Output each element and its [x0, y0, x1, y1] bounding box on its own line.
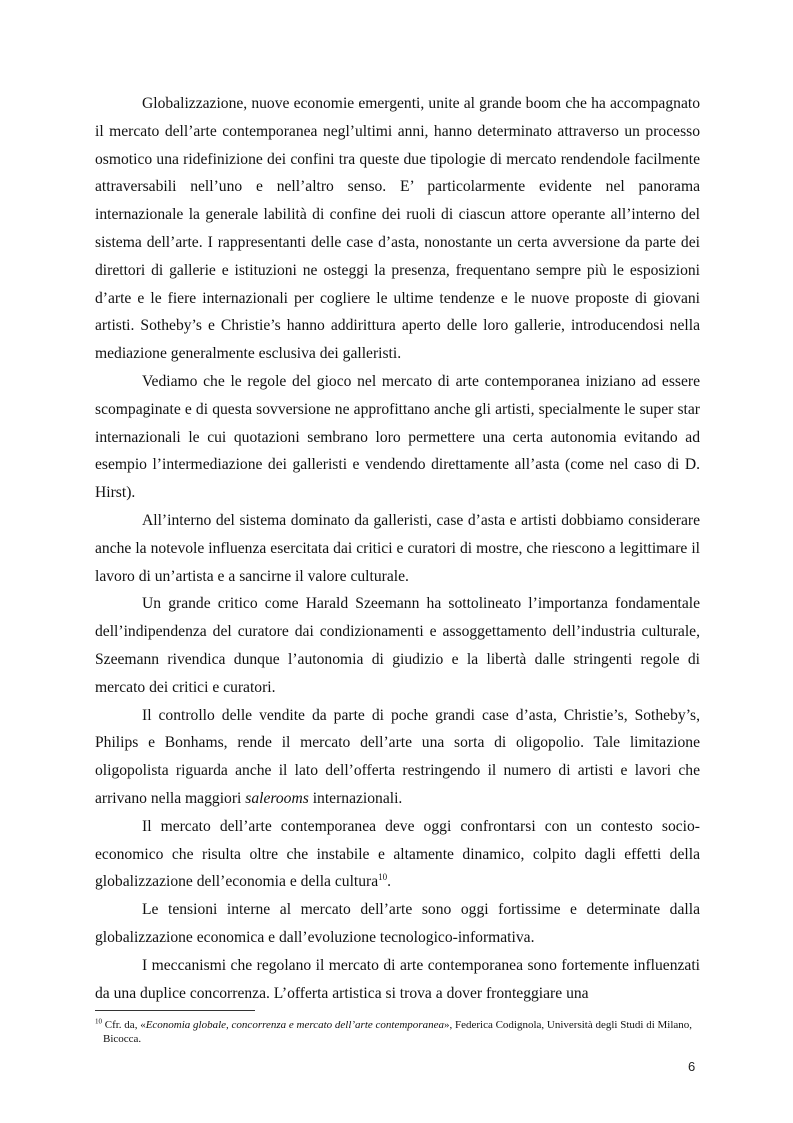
- footnote-reference[interactable]: 10: [378, 872, 388, 883]
- paragraph-5-text: Il controllo delle vendite da parte di poche grandi case d’asta, Christie’s, Sotheby’s, Philips e Bonhams, rende il mercato dell’arte una sorta di oligopolio. Tale limitazione oligopolista riguarda anche il lato dell’offerta restringendo il numero di artisti e lavori che arrivano nella maggiori: [95, 706, 700, 807]
- footnote-prefix: Cfr. da, «: [102, 1019, 146, 1031]
- footnote-separator: [95, 1010, 255, 1011]
- paragraph-5: [95, 702, 700, 813]
- paragraph-7: Le tensioni interne al mercato dell’arte sono oggi fortissime e determinate dalla globalizzazione economica e dall’evoluzione tecnologico-informativa.: [95, 901, 700, 946]
- paragraph-6: [95, 813, 700, 896]
- paragraph-5-tail: internazionali.: [308, 789, 403, 807]
- page-number: 6: [688, 1059, 696, 1074]
- footnote-title: Economia globale, concorrenza e mercato dell’arte contemporanea: [145, 1019, 444, 1031]
- paragraph-6-tail: .: [387, 873, 392, 891]
- paragraph-6-text: Il mercato dell’arte contemporanea deve oggi confrontarsi con un contesto socio-economico che risulta oltre che instabile e altamente dinamico, colpito dagli effetti della globalizzazione dell’economia e della cultura: [95, 817, 700, 891]
- paragraph-5-italic-term: salerooms: [245, 789, 309, 807]
- paragraph-4: Un grande critico come Harald Szeemann ha sottolineato l’importanza fondamentale dell’indipendenza del curatore dai condizionamenti e assoggettamento dell’industria culturale, Szeemann rivendica dunque l’autonomia di giudizio e la libertà dalle stringenti regole di mercato dei critici e curatori.: [95, 595, 700, 696]
- document-body: [95, 90, 700, 1007]
- paragraph-8: I meccanismi che regolano il mercato di arte contemporanea sono fortemente influenzati da una duplice concorrenza. L’offerta artistica si trova a dover fronteggiare una: [95, 956, 700, 1002]
- paragraph-1: Globalizzazione, nuove economie emergenti, unite al grande boom che ha accompagnato il mercato dell’arte contemporanea negl’ultimi anni, hanno determinato attraverso un processo osmotico una ridefinizione dei confini tra queste due tipologie di mercato rendendole facilmente attraversabili nell’uno e nell’altro senso. E’ particolarmente evidente nel panorama internazionale la generale labilità di confine dei ruoli di ciascun attore operante all’interno del sistema dell’arte. I rappresentanti delle case d’asta, nonostante un certa avversione da parte dei direttori di gallerie e istituzioni ne osteggi la presenza, frequentano sempre più le esposizioni d’arte e le fiere internazionali per cogliere le ultime tendenze e le nuove proposte di giovani artisti. Sotheby’s e Christie’s hanno addirittura aperto delle loro gallerie, introducendosi nella mediazione generalmente esclusiva dei galleristi.: [95, 95, 700, 363]
- paragraph-3: All’interno del sistema dominato da galleristi, case d’asta e artisti dobbiamo considerare anche la notevole influenza esercitata dai critici e curatori di mostre, che riescono a legittimare il lavoro di un’artista e a sancirne il valore culturale.: [95, 511, 700, 585]
- paragraph-2: Vediamo che le regole del gioco nel mercato di arte contemporanea iniziano ad essere scompaginate e di questa sovversione ne approfittano anche gli artisti, specialmente le super star internazionali le cui quotazioni sembrano loro permettere una certa autonomia evitando ad esempio l’intermediazione dei galleristi e vendendo direttamente all’asta (come nel caso di D. Hirst).: [95, 372, 700, 502]
- footnote-number: 10: [95, 1017, 102, 1026]
- footnote-suffix: », Federica Codignola, Università degli Studi di Milano, Bicocca.: [103, 1019, 693, 1045]
- footnote: [95, 1018, 713, 1046]
